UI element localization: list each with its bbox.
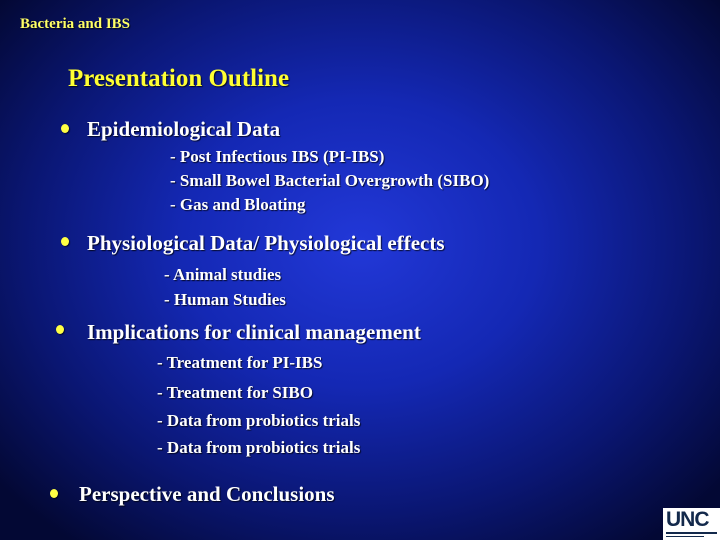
section-heading-implications: Implications for clinical management — [87, 320, 421, 344]
bullet-icon — [50, 489, 58, 498]
slide-title: Presentation Outline — [68, 65, 290, 92]
bullet-icon — [61, 124, 69, 133]
slide-header: Bacteria and IBS — [20, 16, 131, 32]
section-heading-perspective: Perspective and Conclusions — [79, 482, 335, 506]
logo-rule — [666, 532, 717, 534]
unc-logo-text: UNC — [666, 508, 709, 531]
section-item: - Treatment for PI-IBS — [157, 353, 323, 372]
section-item: - Human Studies — [164, 290, 286, 309]
section-item: - Post Infectious IBS (PI-IBS) — [170, 147, 385, 166]
bullet-icon — [61, 237, 69, 246]
logo-rule — [666, 536, 704, 537]
section-heading-epidemiological: Epidemiological Data — [87, 117, 281, 141]
section-item: - Gas and Bloating — [170, 195, 306, 214]
unc-logo — [663, 508, 720, 540]
section-item: - Data from probiotics trials — [157, 438, 361, 457]
section-item: - Animal studies — [164, 265, 282, 284]
section-item: - Small Bowel Bacterial Overgrowth (SIBO) — [170, 171, 490, 190]
bullet-icon — [56, 325, 64, 334]
section-item: - Data from probiotics trials — [157, 411, 361, 430]
section-heading-physiological: Physiological Data/ Physiological effects — [87, 231, 445, 255]
section-item: - Treatment for SIBO — [157, 383, 313, 402]
